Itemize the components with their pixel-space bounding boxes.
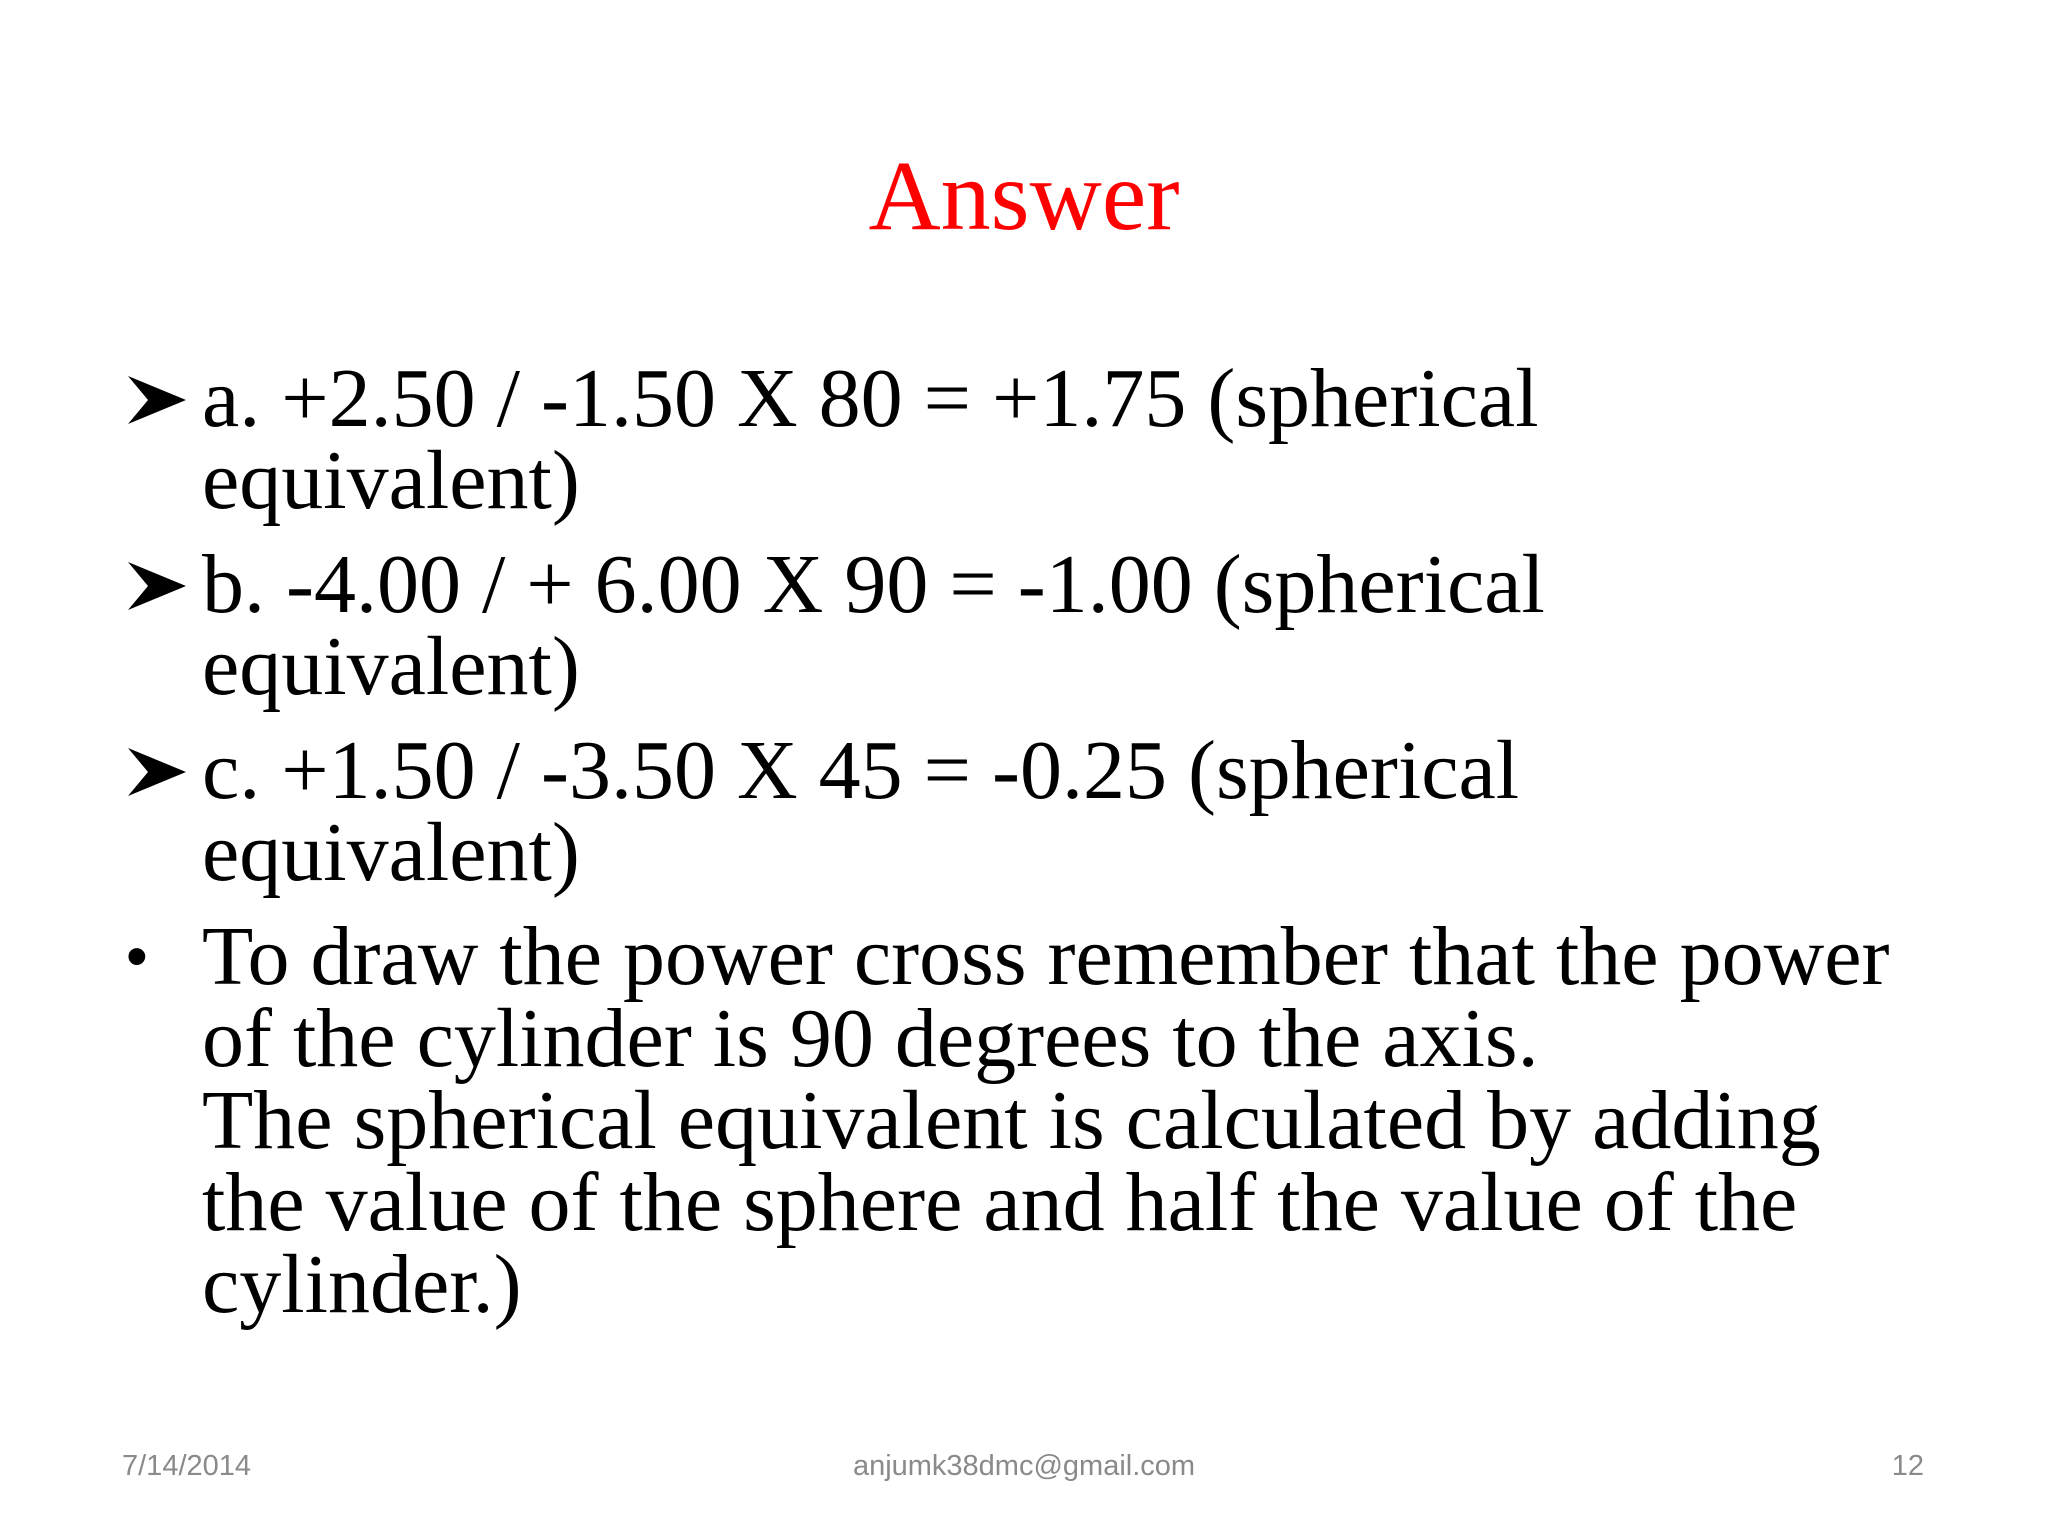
footer-date: 7/14/2014 — [122, 1450, 252, 1482]
explanation-line: cylinder.) — [202, 1238, 522, 1331]
answer-line: c. +1.50 / -3.50 X 45 = -0.25 (spherical — [202, 724, 1520, 817]
slide-title: Answer — [868, 140, 1180, 251]
explanation-item — [120, 910, 1980, 1331]
answer-line: b. -4.00 / + 6.00 X 90 = -1.00 (spherical — [202, 538, 1545, 631]
explanation-line: To draw the power cross remember that the power — [202, 910, 1890, 1003]
answer-line: a. +2.50 / -1.50 X 80 = +1.75 (spherical — [202, 352, 1539, 445]
answer-item-c — [120, 724, 1980, 899]
answer-line-continued: equivalent) — [202, 806, 580, 899]
footer-email: anjumk38dmc@gmail.com — [852, 1450, 1196, 1482]
answer-list — [120, 352, 1980, 1348]
arrow-bullet-icon — [126, 358, 196, 440]
answer-item-a — [120, 352, 1980, 527]
answer-line-continued: equivalent) — [202, 434, 580, 527]
arrow-bullet-icon — [126, 544, 196, 626]
answer-item-b — [120, 538, 1980, 713]
explanation-line: the value of the sphere and half the value of the — [202, 1156, 1798, 1249]
answer-line-continued: equivalent) — [202, 620, 580, 713]
explanation-line: of the cylinder is 90 degrees to the axis. — [202, 992, 1539, 1085]
explanation-line: The spherical equivalent is calculated by adding — [202, 1074, 1821, 1167]
page-number: 12 — [1891, 1450, 1924, 1482]
round-bullet-icon: • — [126, 922, 148, 991]
arrow-bullet-icon — [126, 730, 196, 812]
